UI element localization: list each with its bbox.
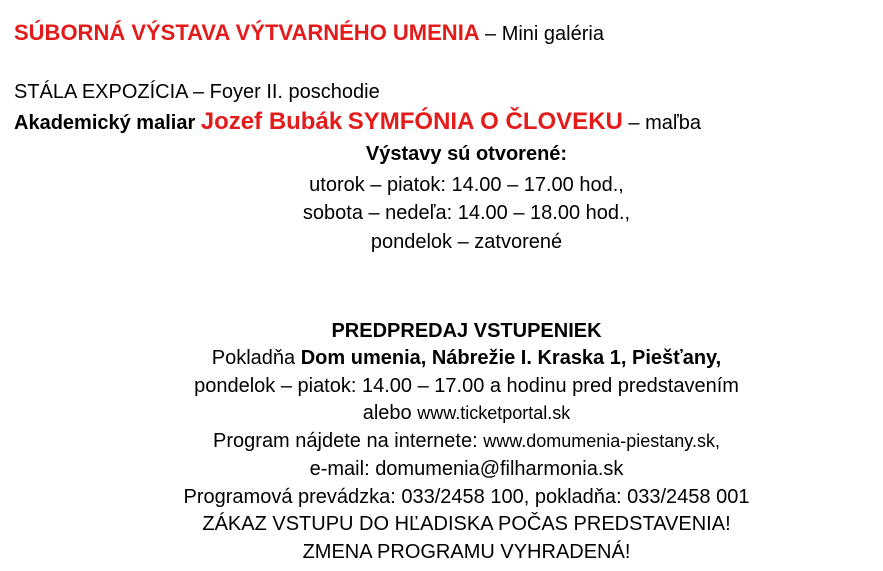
ticket-alternative-line bbox=[0, 403, 883, 423]
painter-prefix: Akademický maliar bbox=[14, 112, 196, 134]
phone-numbers: Programová prevádzka: 033/2458 100, pokladňa: 033/2458 001 bbox=[183, 486, 750, 508]
box-office-location: Dom umenia, Nábrežie I. Kraska 1, Piešťany, bbox=[300, 347, 722, 369]
program-website-link[interactable]: www.domumenia-piestany.sk, bbox=[483, 431, 720, 451]
notice-program-change: ZMENA PROGRAMU VYHRADENÁ! bbox=[302, 541, 631, 563]
ticketportal-link[interactable]: www.ticketportal.sk bbox=[417, 403, 571, 423]
opening-hours-weekdays: utorok – piatok: 14.00 – 17.00 hod., bbox=[309, 174, 624, 196]
opening-hours-weekend: sobota – nedeľa: 14.00 – 18.00 hod., bbox=[302, 202, 631, 224]
exhibition-subtitle: – Mini galéria bbox=[485, 23, 604, 45]
exhibition-heading bbox=[14, 22, 604, 44]
box-office-prefix: Pokladňa bbox=[211, 347, 296, 369]
tickets-heading: PREDPREDAJ VSTUPENIEK bbox=[331, 320, 602, 342]
ticket-alternative-prefix: alebo bbox=[362, 402, 412, 424]
opening-hours-heading: Výstavy sú otvorené: bbox=[365, 143, 568, 165]
box-office-line bbox=[0, 348, 883, 368]
painter-name: Jozef Bubák bbox=[200, 108, 343, 135]
notice-no-entry: ZÁKAZ VSTUPU DO HĽADISKA POČAS PREDSTAVENIA! bbox=[202, 513, 731, 535]
permanent-exhibition-line: STÁLA EXPOZÍCIA – Foyer II. poschodie bbox=[14, 81, 380, 103]
work-title: SYMFÓNIA O ČLOVEKU bbox=[347, 108, 623, 135]
opening-hours-monday: pondelok – zatvorené bbox=[370, 231, 563, 253]
painter-line bbox=[14, 110, 701, 134]
program-line bbox=[0, 431, 883, 451]
email-prefix: e-mail: bbox=[309, 458, 370, 480]
box-office-hours: pondelok – piatok: 14.00 – 17.00 a hodinu pred predstavením bbox=[194, 375, 739, 397]
program-prefix: Program nájdete na internete: bbox=[213, 430, 478, 452]
exhibition-title: SÚBORNÁ VÝSTAVA VÝTVARNÉHO UMENIA bbox=[14, 20, 479, 45]
work-medium: – maľba bbox=[628, 112, 701, 134]
email-link[interactable]: domumenia@filharmonia.sk bbox=[375, 458, 624, 480]
email-line bbox=[0, 459, 883, 479]
